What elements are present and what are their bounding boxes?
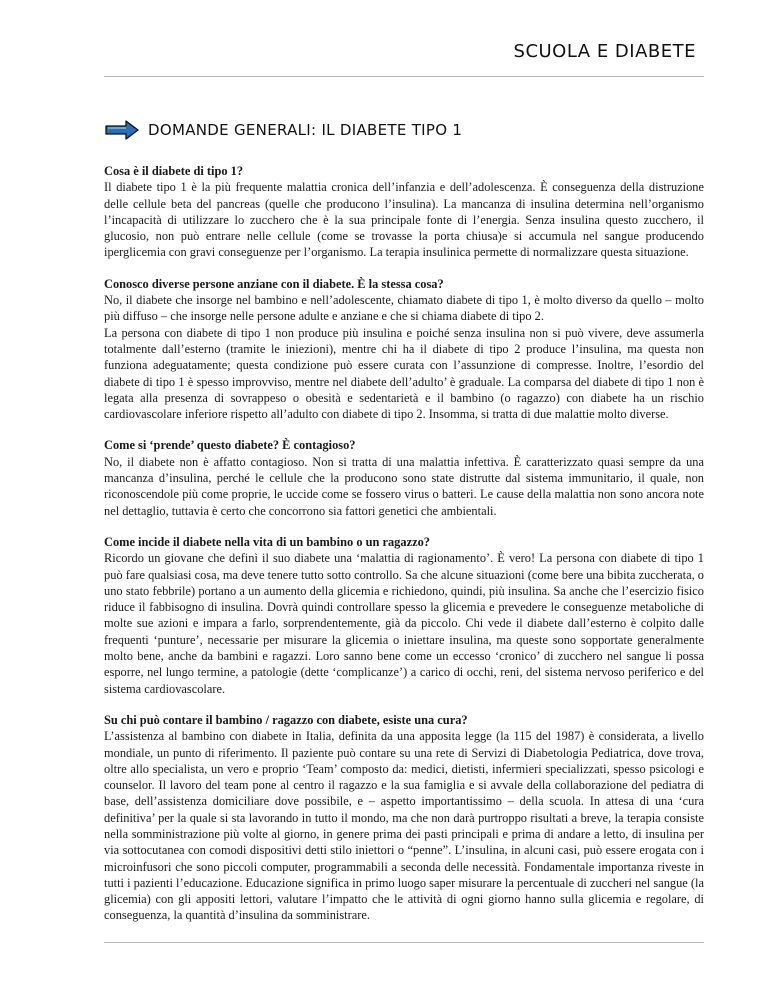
faq-question: Cosa è il diabete di tipo 1? [104, 164, 244, 178]
faq-answer: No, il diabete non è affatto contagioso. Non si tratta di una malattia infettiva. È caratterizzato quasi sempre da una mancanza d’insulina, perché le cellule che la producono sono state distrutte dal sistema immunitario, il quale, non riconoscendole più come proprie, le uccide come se fossero virus o batteri. Le cause della malattia non sono ancora note nel dettaglio, tuttavia è certo che concorrono sia fattori genetici che ambientali. [104, 454, 704, 518]
faq-item [104, 437, 704, 518]
faq-item [104, 712, 704, 924]
faq-content [104, 163, 704, 939]
faq-question: Come incide il diabete nella vita di un bambino o un ragazzo? [104, 534, 430, 549]
footer-rule [104, 942, 704, 943]
faq-answer: Ricordo un giovane che definì il suo diabete una ‘malattia di ragionamento’. È vero! La persona con diabete di tipo 1 può fare qualsiasi cosa, ma deve tenere tutto sotto controllo. Sa che alcune situazioni (come bere una bibita zuccherata, o uno stato febbrile) portano a un aumento della glicemia e richiedono, quindi, più insulina. Sa anche che l’esercizio fisico riduce il fabbisogno di insulina. Dovrà quindi controllare spesso la glicemia e prevedere le conseguenze metaboliche di molte sue azioni e impara a farlo, sorprendentemente, già da piccolo. Chi vede il diabete dall’esterno è colpito dalle frequenti ‘punture’, necessarie per misurare la glicemia o iniettare insulina, ma queste sono sopportate generalmente molto bene, anche da bambini e ragazzi. Loro sanno bene come un eccesso ‘cronico’ di zucchero nel sangue li possa esporre, nel lungo termine, a patologie (dette ‘complicanze’) a carico di occhi, reni, del sistema nervoso periferico e del sistema cardiovascolare. [104, 551, 704, 696]
faq-item [104, 276, 704, 423]
faq-item [104, 163, 704, 261]
page-header-title: SCUOLA E DIABETE [513, 41, 696, 62]
faq-question: Come si ‘prende’ questo diabete? È contagioso? [104, 438, 356, 453]
faq-question: Conosco diverse persone anziane con il diabete. È la stessa cosa? [104, 276, 444, 291]
faq-answer: Il diabete tipo 1 è la più frequente malattia cronica dell’infanzia e dell’adolescenza. È conseguenza della distruzione delle cellule beta del pancreas (quelle che producono l’insulina). La mancanza di insulina determina nell’organismo l’incapacità di utilizzare lo zucchero che è la sua principale fonte di l’energia. Senza insulina questo zucchero, il glucosio, non può entrare nelle cellule (come se trovasse la porta chiusa)e si accumula nel sangue producendo iperglicemia con gravi conseguenze per l’organismo. La terapia insulinica permette di normalizzare questa situazione. [104, 180, 704, 260]
faq-answer: No, il diabete che insorge nel bambino e nell’adolescente, chiamato diabete di tipo 1, è molto diverso da quello – molto più diffuso – che insorge nelle persone adulte e anziane e che si chiama diabete di tipo 2. [104, 293, 704, 324]
header-rule [104, 76, 704, 77]
faq-answer-continued: La persona con diabete di tipo 1 non produce più insulina e poiché senza insulina non si può vivere, deve assumerla totalmente dall’esterno (tramite le iniezioni), mentre chi ha il diabete di tipo 2 produce l’insulina, ma questa non funziona adeguatamente; questa condizione può essere curata con l’assunzione di compresse. Inoltre, l’esordio del diabete di tipo 1 è spesso improvviso, mentre nel diabete dell’adulto’ è graduale. La comparsa del diabete di tipo 1 non è legata alla presenza di sovrappeso o obesità e sedentarietà e il bambino (o ragazzo) con diabete ha un rischio cardiovascolare inferiore rispetto all’adulto con diabete di tipo 2. Insomma, si tratta di due malattie molto diverse. [104, 325, 704, 422]
faq-item [104, 534, 704, 697]
section-heading [104, 119, 462, 141]
faq-answer: L’assistenza al bambino con diabete in Italia, definita da una apposita legge (la 115 del 1987) è considerata, a livello mondiale, un punto di riferimento. Il paziente può contare su una rete di Servizi di Diabetologia Pediatrica, dove trova, oltre allo specialista, un vero e proprio ‘Team’ composto da: medici, dietisti, infermieri specializzati, spesso psicologi e counselor. Il lavoro del team pone al centro il ragazzo e la sua famiglia e si avvale della collaborazione del pediatra di base, dell’assistenza domiciliare dove possibile, e – aspetto importantissimo – della scuola. In attesa di una ‘cura definitiva’ per la quale si sta lavorando in tutto il mondo, ma che non darà purtroppo risultati a breve, la terapia consiste nella somministrazione più volte al giorno, in genere prima dei pasti principali e prima di andare a letto, di insulina per via sottocutanea con comodi dispositivi detti stilo iniettori o “penne”. L’insulina, in alcuni casi, può essere erogata con i microinfusori che sono piccoli computer, programmabili a seconda delle necessità. Fondamentale importanza riveste in tutti i pazienti l’educazione. Educazione significa in primo luogo saper misurare la percentuale di zuccheri nel sangue (la glicemia) con gli appositi lettori, valutare l’impatto che le attività di ogni giorno hanno sulla glicemia e regolare, di conseguenza, la quantità d’insulina da somministrare. [104, 729, 704, 923]
section-title: DOMANDE GENERALI: IL DIABETE TIPO 1 [148, 121, 463, 139]
faq-question: Su chi può contare il bambino / ragazzo con diabete, esiste una cura? [104, 712, 468, 727]
arrow-right-icon [104, 119, 140, 141]
